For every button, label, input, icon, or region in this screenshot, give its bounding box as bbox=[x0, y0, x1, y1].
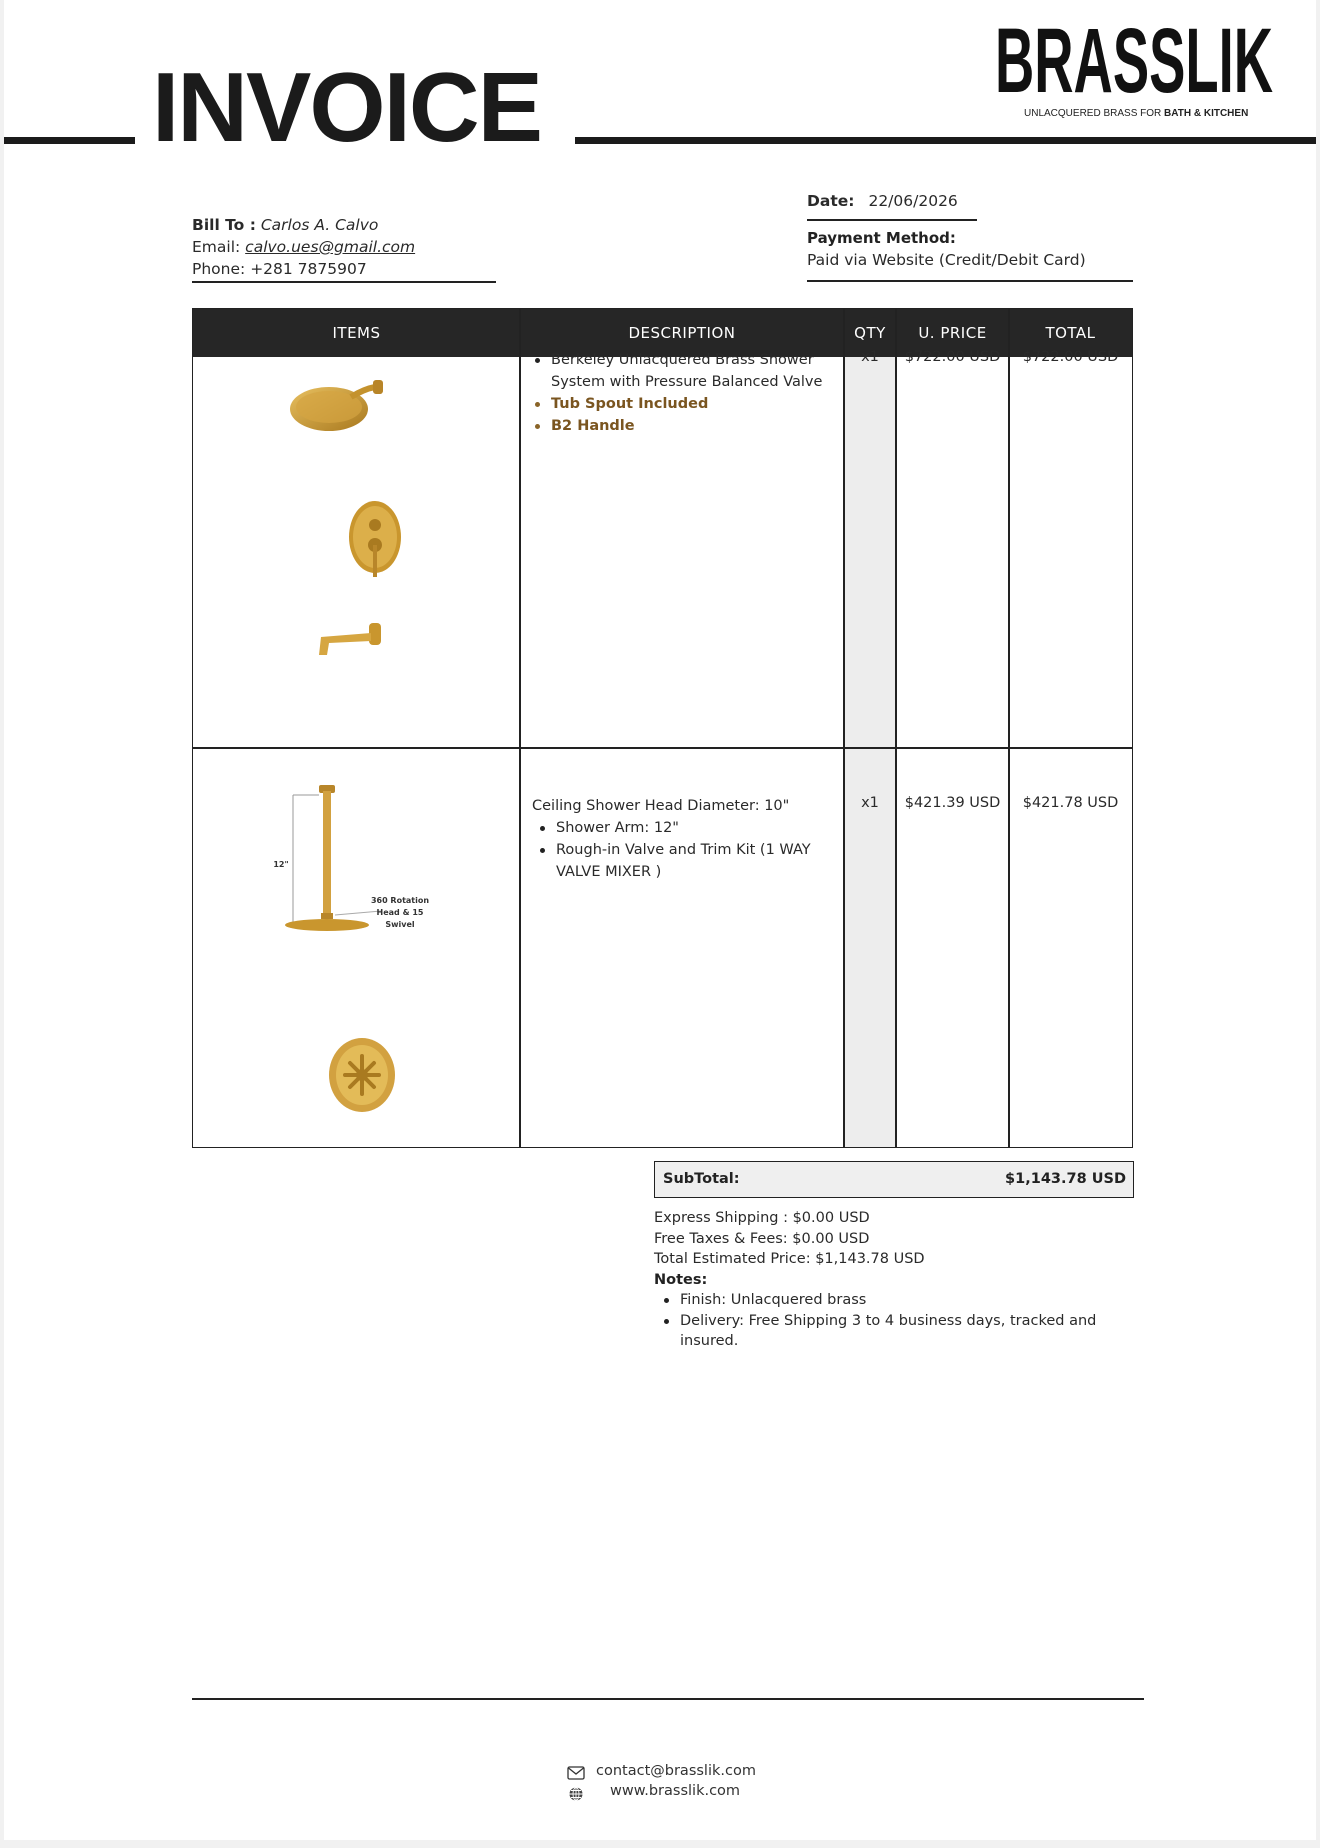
bill-to-block bbox=[192, 214, 492, 280]
customer-phone: +281 7875907 bbox=[250, 260, 367, 278]
brand-logo bbox=[994, 12, 1274, 104]
row-unit-price: $421.39 USD bbox=[904, 795, 1001, 811]
qty-column-shade bbox=[844, 357, 896, 1147]
items-table bbox=[192, 308, 1133, 1148]
shipping-line: Express Shipping : $0.00 USD bbox=[654, 1210, 870, 1226]
rotation-label-line: 360 Rotation bbox=[370, 896, 430, 905]
invoice-date: 22/06/2026 bbox=[868, 192, 958, 210]
row-qty: x1 bbox=[861, 349, 879, 365]
mail-icon bbox=[567, 1766, 585, 1780]
col-divider bbox=[895, 309, 897, 1147]
row-divider bbox=[193, 747, 1132, 749]
tagline-bold: BATH & KITCHEN bbox=[1164, 108, 1249, 119]
note-item: Finish: Unlacquered brass bbox=[662, 1290, 1134, 1311]
col-header-items: ITEMS bbox=[332, 324, 381, 342]
dimension-label: 12" bbox=[273, 860, 289, 869]
row-description bbox=[532, 795, 838, 883]
phone-label: Phone: bbox=[192, 260, 246, 278]
cross-handle-valve-image bbox=[327, 1036, 397, 1114]
footer-rule bbox=[192, 1698, 1144, 1700]
invoice-page bbox=[4, 0, 1316, 1840]
col-divider bbox=[519, 309, 521, 1147]
row-unit-price: $722.00 USD bbox=[904, 349, 1001, 365]
shower-head-image bbox=[289, 377, 389, 439]
subtotal-box bbox=[654, 1161, 1134, 1198]
row-qty: x1 bbox=[861, 795, 879, 811]
description-bullet: Rough-in Valve and Trim Kit (1 WAY VALVE MIXER ) bbox=[538, 839, 838, 883]
brand-tagline bbox=[1024, 108, 1248, 119]
description-bullet: Berkeley Unlacquered Brass Shower System with Pressure Balanced Valve bbox=[533, 349, 833, 393]
totals-summary bbox=[654, 1208, 1134, 1352]
date-block bbox=[807, 192, 958, 216]
notes-list bbox=[662, 1290, 1134, 1352]
bill-to-rule bbox=[192, 281, 496, 283]
subtotal-label: SubTotal: bbox=[663, 1171, 740, 1187]
date-rule bbox=[807, 219, 977, 221]
customer-email-link[interactable]: calvo.ues@gmail.com bbox=[245, 238, 416, 256]
subtotal-value: $1,143.78 USD bbox=[1005, 1171, 1126, 1187]
col-divider bbox=[843, 309, 845, 1147]
row-description bbox=[533, 349, 833, 437]
rotation-label-line: Head & 15 bbox=[376, 908, 424, 917]
brand-name: BRASSLIK bbox=[995, 12, 1273, 104]
payment-method-label: Payment Method: bbox=[807, 229, 956, 247]
invoice-title: INVOICE bbox=[152, 52, 541, 162]
footer-email[interactable]: contact@brasslik.com bbox=[596, 1763, 756, 1779]
taxes-line: Free Taxes & Fees: $0.00 USD bbox=[654, 1230, 870, 1247]
row-total: $421.78 USD bbox=[1022, 795, 1119, 811]
rotation-label bbox=[365, 895, 435, 931]
header-rule-right bbox=[575, 137, 1316, 144]
valve-trim-image bbox=[347, 499, 403, 581]
email-label: Email: bbox=[192, 238, 241, 256]
col-divider bbox=[1008, 309, 1010, 1147]
col-header-total: TOTAL bbox=[1045, 324, 1096, 342]
rotation-label-line: Swivel bbox=[385, 920, 415, 929]
bill-to-label: Bill To : bbox=[192, 216, 256, 234]
globe-icon bbox=[568, 1786, 584, 1802]
row-total: $722.00 USD bbox=[1022, 349, 1119, 365]
payment-method-value: Paid via Website (Credit/Debit Card) bbox=[807, 251, 1086, 269]
col-header-qty: QTY bbox=[854, 324, 886, 342]
note-item: Delivery: Free Shipping 3 to 4 business days, tracked and insured. bbox=[662, 1311, 1134, 1352]
notes-label: Notes: bbox=[654, 1271, 708, 1288]
estimated-total-line: Total Estimated Price: $1,143.78 USD bbox=[654, 1251, 925, 1267]
footer-website[interactable]: www.brasslik.com bbox=[610, 1783, 741, 1799]
description-bullet: Shower Arm: 12" bbox=[538, 817, 838, 839]
col-header-unit-price: U. PRICE bbox=[918, 324, 987, 342]
customer-name: Carlos A. Calvo bbox=[260, 216, 379, 234]
description-intro: Ceiling Shower Head Diameter: 10" bbox=[532, 798, 790, 814]
col-header-description: DESCRIPTION bbox=[628, 324, 736, 342]
tagline-prefix: UNLACQUERED BRASS FOR bbox=[1024, 108, 1165, 119]
option-handle: B2 Handle bbox=[533, 415, 833, 437]
date-label: Date: bbox=[807, 192, 855, 210]
option-tub-spout: Tub Spout Included bbox=[533, 393, 833, 415]
tub-spout-image bbox=[313, 621, 385, 661]
payment-rule bbox=[807, 280, 1133, 282]
header-rule-left bbox=[4, 137, 135, 144]
